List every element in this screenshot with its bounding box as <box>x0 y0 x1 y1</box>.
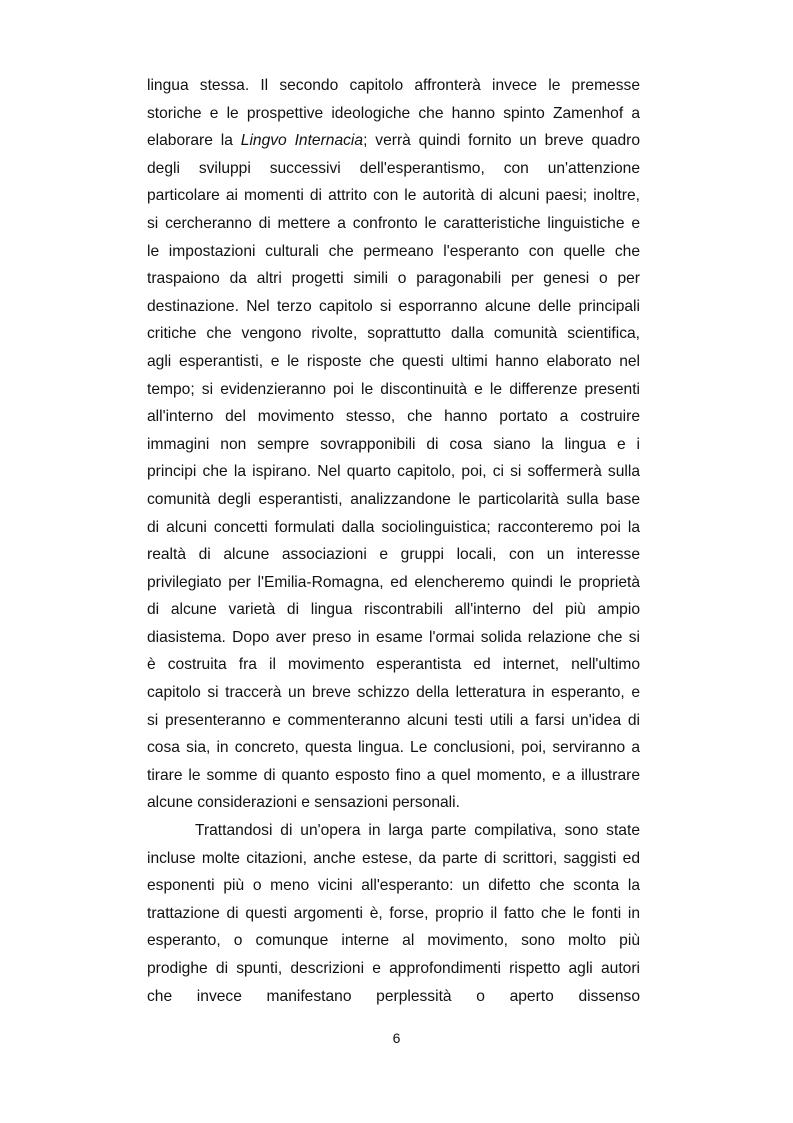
page-number: 6 <box>392 1030 401 1046</box>
text-line: lingua stessa. Il secondo capitolo affronterà invece le premesse <box>147 77 640 94</box>
text-line: esperanto, o comunque interne al movimento, sono molto più <box>147 932 640 950</box>
paragraph <box>147 72 640 817</box>
text-line: Trattandosi di un'opera in larga parte compilativa, sono state <box>195 822 640 840</box>
text-line: le impostazioni culturali che permeano l'esperanto con quelle che <box>147 242 640 260</box>
text-line: tempo; si evidenzieranno poi le discontinuità e le differenze presenti <box>147 380 640 398</box>
text-line: trattazione di questi argomenti è, forse, proprio il fatto che le fonti in <box>147 904 640 922</box>
text-line: è costruita fra il movimento esperantista ed internet, nell'ultimo <box>147 656 640 674</box>
text-line: di alcuni concetti formulati dalla sociolinguistica; racconteremo poi la <box>147 518 640 536</box>
text-line: immagini non sempre sovrapponibili di cosa siano la lingua e i <box>147 435 640 453</box>
text-line: privilegiato per l'Emilia-Romagna, ed elencheremo quindi le proprietà <box>147 573 640 591</box>
text-line: realtà di alcune associazioni e gruppi locali, con un interesse <box>147 546 640 564</box>
text-span: elaborare la <box>147 132 241 150</box>
text-line: che invece manifestano perplessità o aperto dissenso <box>147 987 640 1005</box>
text-line: tirare le somme di quanto esposto fino a quel momento, e a illustrare <box>147 766 640 784</box>
text-line: si cercheranno di mettere a confronto le caratteristiche linguistiche e <box>147 214 640 232</box>
text-line: comunità degli esperantisti, analizzandone le particolarità sulla base <box>147 490 640 508</box>
text-line <box>147 127 640 155</box>
text-line: degli sviluppi successivi dell'esperantismo, con un'attenzione <box>147 159 640 177</box>
text-line: principi che la ispirano. Nel quarto capitolo, poi, ci si soffermerà sulla <box>147 463 640 481</box>
paragraph <box>147 817 640 1010</box>
text-line: particolare ai momenti di attrito con le autorità di alcuni paesi; inoltre, <box>147 187 640 205</box>
text-line: esponenti più o meno vicini all'esperanto: un difetto che sconta la <box>147 877 640 895</box>
text-line: diasistema. Dopo aver preso in esame l'ormai solida relazione che si <box>147 628 640 646</box>
text-line: storiche e le prospettive ideologiche che hanno spinto Zamenhof a <box>147 104 640 122</box>
text-line: capitolo si traccerà un breve schizzo della letteratura in esperanto, e <box>147 684 640 702</box>
text-line: traspaiono da altri progetti simili o paragonabili per genesi o per <box>147 270 640 288</box>
text-span: ; verrà quindi fornito un breve quadro <box>363 132 640 150</box>
text-line: si presenteranno e commenteranno alcuni testi utili a farsi un'idea di <box>147 711 640 729</box>
text-line: prodighe di spunti, descrizioni e approfondimenti rispetto agli autori <box>147 960 640 977</box>
text-line: agli esperantisti, e le risposte che questi ultimi hanno elaborato nel <box>147 352 640 370</box>
text-line: alcune considerazioni e sensazioni personali. <box>147 794 460 812</box>
italic-title: Lingvo Internacia <box>240 132 364 150</box>
text-line: destinazione. Nel terzo capitolo si esporranno alcune delle principali <box>147 297 640 315</box>
text-line: critiche che vengono rivolte, soprattutto dalla comunità scientifica, <box>147 325 640 343</box>
text-line: incluse molte citazioni, anche estese, da parte di scrittori, saggisti ed <box>147 849 640 867</box>
body-text <box>147 72 640 1010</box>
text-line: di alcune varietà di lingua riscontrabili all'interno del più ampio <box>147 601 640 619</box>
text-line: cosa sia, in concreto, questa lingua. Le conclusioni, poi, serviranno a <box>147 739 640 757</box>
text-line: all'interno del movimento stesso, che hanno portato a costruire <box>147 408 640 426</box>
